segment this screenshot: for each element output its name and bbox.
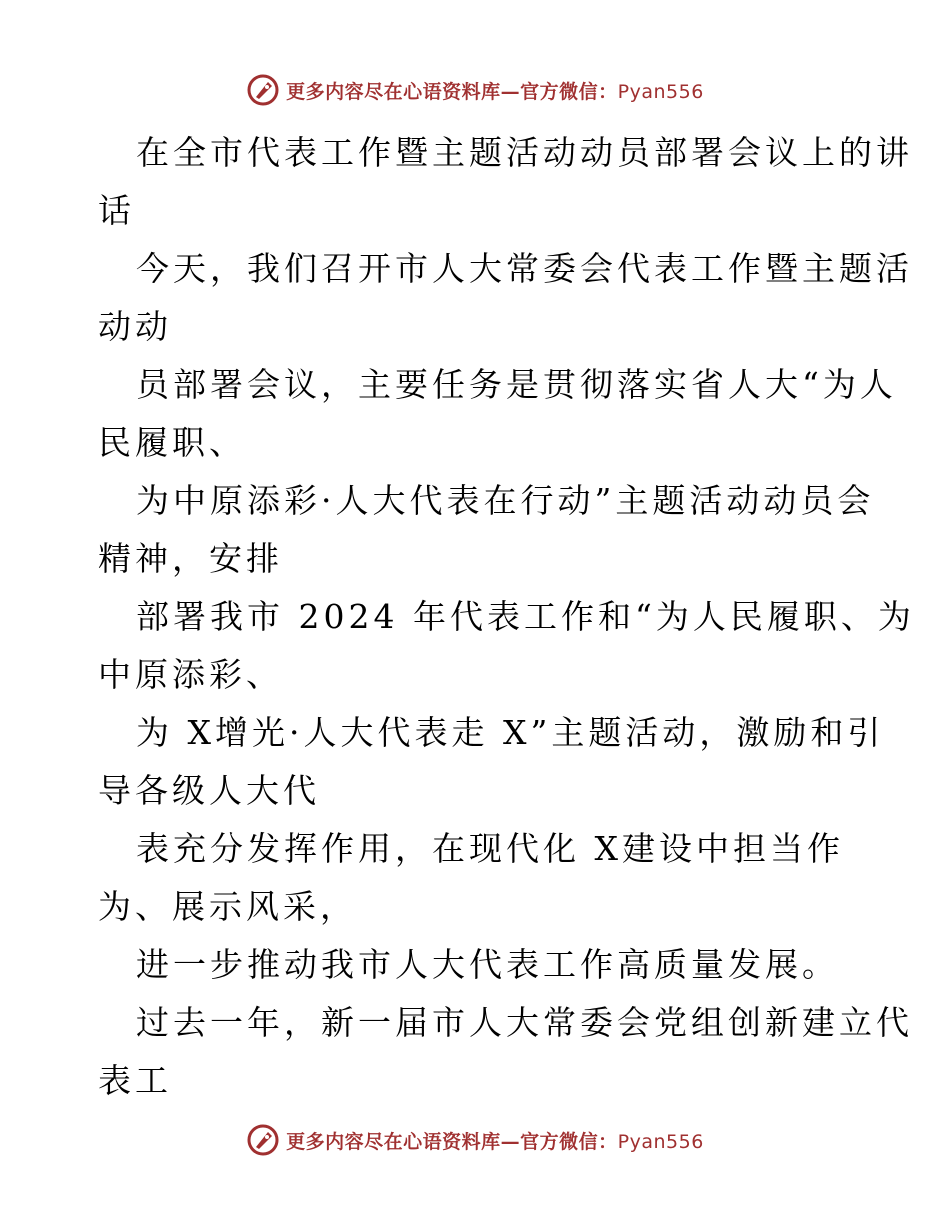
text-line: 动动 bbox=[98, 307, 172, 346]
text-line: 为中原添彩·人大代表在行动”主题活动动员会 bbox=[136, 481, 875, 520]
text-line: 精神，安排 bbox=[98, 539, 283, 578]
wechat-id: Pyan556 bbox=[617, 80, 704, 103]
pen-nib-circle-icon bbox=[246, 1123, 280, 1157]
header-watermark bbox=[0, 70, 950, 110]
watermark-text: 更多内容尽在心语资料库—官方微信：Pyan556 bbox=[286, 1130, 704, 1153]
wechat-id: Pyan556 bbox=[617, 1130, 704, 1153]
text-line: 进一步推动我市人大代表工作高质量发展。 bbox=[136, 945, 839, 984]
pen-nib-circle-icon bbox=[246, 73, 280, 107]
text-line: 今天，我们召开市人大常委会代表工作暨主题活 bbox=[136, 249, 913, 288]
text-line: 话 bbox=[98, 191, 135, 230]
text-line: 过去一年，新一届市人大常委会党组创新建立代 bbox=[136, 1003, 913, 1042]
text-line: 表工 bbox=[98, 1061, 172, 1100]
text-line: 为 X增光·人大代表走 X”主题活动，激励和引 bbox=[136, 713, 885, 752]
footer-watermark bbox=[0, 1120, 950, 1160]
text-line: 民履职、 bbox=[98, 423, 246, 462]
text-line: 导各级人大代 bbox=[98, 771, 320, 810]
text-line: 表充分发挥作用，在现代化 X建设中担当作 bbox=[136, 829, 844, 868]
text-line: 员部署会议，主要任务是贯彻落实省人大“为人 bbox=[136, 365, 897, 404]
text-line: 为、展示风采， bbox=[98, 887, 357, 926]
text-line: 在全市代表工作暨主题活动动员部署会议上的讲 bbox=[136, 133, 913, 172]
document-body bbox=[98, 124, 915, 1110]
watermark-text: 更多内容尽在心语资料库—官方微信：Pyan556 bbox=[286, 80, 704, 103]
text-line: 部署我市 2024 年代表工作和“为人民履职、为 bbox=[136, 597, 915, 636]
text-line: 中原添彩、 bbox=[98, 655, 283, 694]
